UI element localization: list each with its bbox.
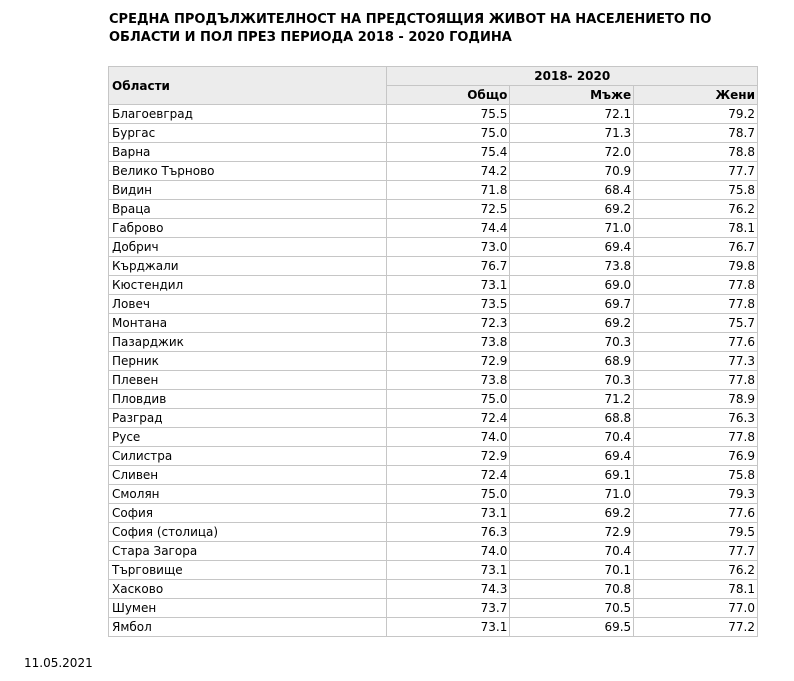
men-cell: 69.4 <box>510 238 634 257</box>
region-cell: Перник <box>109 352 387 371</box>
women-cell: 77.0 <box>634 599 758 618</box>
table-row <box>109 181 758 200</box>
men-cell: 70.3 <box>510 333 634 352</box>
region-cell: Силистра <box>109 447 387 466</box>
women-cell: 75.7 <box>634 314 758 333</box>
women-cell: 76.7 <box>634 238 758 257</box>
region-cell: Враца <box>109 200 387 219</box>
table-row <box>109 143 758 162</box>
total-cell: 73.1 <box>386 504 510 523</box>
table-row <box>109 580 758 599</box>
women-column-header: Жени <box>634 86 758 105</box>
women-cell: 76.2 <box>634 561 758 580</box>
table-row <box>109 295 758 314</box>
table-row <box>109 599 758 618</box>
table-row <box>109 371 758 390</box>
total-cell: 72.9 <box>386 447 510 466</box>
table-row <box>109 542 758 561</box>
total-cell: 75.0 <box>386 390 510 409</box>
table-row <box>109 561 758 580</box>
table-row <box>109 504 758 523</box>
table-row <box>109 200 758 219</box>
region-cell: Разград <box>109 409 387 428</box>
region-cell: Варна <box>109 143 387 162</box>
region-cell: Ямбол <box>109 618 387 637</box>
total-cell: 75.5 <box>386 105 510 124</box>
men-cell: 71.2 <box>510 390 634 409</box>
total-cell: 74.2 <box>386 162 510 181</box>
men-cell: 69.2 <box>510 200 634 219</box>
men-cell: 69.2 <box>510 314 634 333</box>
women-cell: 77.8 <box>634 276 758 295</box>
women-cell: 77.3 <box>634 352 758 371</box>
women-cell: 75.8 <box>634 181 758 200</box>
region-cell: Пловдив <box>109 390 387 409</box>
table-row <box>109 124 758 143</box>
table-row <box>109 352 758 371</box>
men-cell: 68.8 <box>510 409 634 428</box>
women-cell: 76.9 <box>634 447 758 466</box>
region-cell: Бургас <box>109 124 387 143</box>
region-cell: Монтана <box>109 314 387 333</box>
table-row <box>109 390 758 409</box>
men-cell: 70.9 <box>510 162 634 181</box>
women-cell: 79.2 <box>634 105 758 124</box>
region-cell: Кюстендил <box>109 276 387 295</box>
header-row-1 <box>109 67 758 86</box>
women-cell: 77.8 <box>634 371 758 390</box>
region-cell: София (столица) <box>109 523 387 542</box>
men-cell: 70.3 <box>510 371 634 390</box>
men-cell: 72.9 <box>510 523 634 542</box>
total-cell: 72.4 <box>386 466 510 485</box>
men-cell: 70.4 <box>510 542 634 561</box>
total-column-header: Общо <box>386 86 510 105</box>
table-row <box>109 333 758 352</box>
region-column-header: Области <box>109 67 387 105</box>
region-cell: Хасково <box>109 580 387 599</box>
table-row <box>109 447 758 466</box>
table-row <box>109 238 758 257</box>
men-cell: 68.4 <box>510 181 634 200</box>
table-row <box>109 219 758 238</box>
table-row <box>109 466 758 485</box>
total-cell: 72.4 <box>386 409 510 428</box>
men-cell: 69.1 <box>510 466 634 485</box>
page-title <box>109 11 769 47</box>
total-cell: 73.8 <box>386 371 510 390</box>
total-cell: 73.1 <box>386 276 510 295</box>
region-cell: Благоевград <box>109 105 387 124</box>
table-row <box>109 257 758 276</box>
men-cell: 72.0 <box>510 143 634 162</box>
men-cell: 69.4 <box>510 447 634 466</box>
women-cell: 78.1 <box>634 219 758 238</box>
region-cell: Смолян <box>109 485 387 504</box>
men-column-header: Мъже <box>510 86 634 105</box>
men-cell: 70.4 <box>510 428 634 447</box>
women-cell: 77.7 <box>634 162 758 181</box>
region-cell: Плевен <box>109 371 387 390</box>
table-header <box>109 67 758 105</box>
men-cell: 69.5 <box>510 618 634 637</box>
region-cell: Шумен <box>109 599 387 618</box>
table-row <box>109 162 758 181</box>
total-cell: 74.0 <box>386 542 510 561</box>
life-expectancy-table <box>108 66 758 637</box>
total-cell: 73.7 <box>386 599 510 618</box>
total-cell: 75.0 <box>386 485 510 504</box>
men-cell: 71.0 <box>510 485 634 504</box>
region-cell: Сливен <box>109 466 387 485</box>
total-cell: 75.4 <box>386 143 510 162</box>
total-cell: 72.9 <box>386 352 510 371</box>
footer-date: 11.05.2021 <box>24 656 93 670</box>
total-cell: 74.3 <box>386 580 510 599</box>
table-row <box>109 409 758 428</box>
women-cell: 76.2 <box>634 200 758 219</box>
women-cell: 77.6 <box>634 333 758 352</box>
table-row <box>109 618 758 637</box>
total-cell: 75.0 <box>386 124 510 143</box>
total-cell: 73.8 <box>386 333 510 352</box>
men-cell: 69.7 <box>510 295 634 314</box>
region-cell: Русе <box>109 428 387 447</box>
total-cell: 76.3 <box>386 523 510 542</box>
women-cell: 75.8 <box>634 466 758 485</box>
total-cell: 72.3 <box>386 314 510 333</box>
men-cell: 70.1 <box>510 561 634 580</box>
region-cell: Габрово <box>109 219 387 238</box>
table-row <box>109 276 758 295</box>
men-cell: 71.3 <box>510 124 634 143</box>
men-cell: 73.8 <box>510 257 634 276</box>
page-title-line-1: СРЕДНА ПРОДЪЛЖИТЕЛНОСТ НА ПРЕДСТОЯЩИЯ ЖИВОТ НА НАСЕЛЕНИЕТО ПО <box>109 12 712 27</box>
women-cell: 79.8 <box>634 257 758 276</box>
women-cell: 77.2 <box>634 618 758 637</box>
men-cell: 71.0 <box>510 219 634 238</box>
women-cell: 77.8 <box>634 428 758 447</box>
region-cell: Пазарджик <box>109 333 387 352</box>
table-row <box>109 428 758 447</box>
region-cell: Добрич <box>109 238 387 257</box>
total-cell: 73.0 <box>386 238 510 257</box>
region-cell: Стара Загора <box>109 542 387 561</box>
men-cell: 68.9 <box>510 352 634 371</box>
region-cell: Кърджали <box>109 257 387 276</box>
region-cell: Ловеч <box>109 295 387 314</box>
women-cell: 77.7 <box>634 542 758 561</box>
region-cell: София <box>109 504 387 523</box>
men-cell: 70.5 <box>510 599 634 618</box>
table-row <box>109 105 758 124</box>
men-cell: 70.8 <box>510 580 634 599</box>
total-cell: 73.1 <box>386 618 510 637</box>
table-row <box>109 523 758 542</box>
table-row <box>109 314 758 333</box>
total-cell: 73.1 <box>386 561 510 580</box>
women-cell: 78.1 <box>634 580 758 599</box>
table-body <box>109 105 758 637</box>
women-cell: 77.8 <box>634 295 758 314</box>
total-cell: 74.0 <box>386 428 510 447</box>
table-row <box>109 485 758 504</box>
total-cell: 72.5 <box>386 200 510 219</box>
page-title-line-2: ОБЛАСТИ И ПОЛ ПРЕЗ ПЕРИОДА 2018 - 2020 ГОДИНА <box>109 30 512 45</box>
total-cell: 73.5 <box>386 295 510 314</box>
men-cell: 72.1 <box>510 105 634 124</box>
region-cell: Търговище <box>109 561 387 580</box>
men-cell: 69.2 <box>510 504 634 523</box>
women-cell: 77.6 <box>634 504 758 523</box>
total-cell: 74.4 <box>386 219 510 238</box>
women-cell: 76.3 <box>634 409 758 428</box>
women-cell: 78.9 <box>634 390 758 409</box>
period-column-header: 2018- 2020 <box>386 67 758 86</box>
total-cell: 71.8 <box>386 181 510 200</box>
women-cell: 79.3 <box>634 485 758 504</box>
women-cell: 78.8 <box>634 143 758 162</box>
region-cell: Видин <box>109 181 387 200</box>
men-cell: 69.0 <box>510 276 634 295</box>
women-cell: 79.5 <box>634 523 758 542</box>
women-cell: 78.7 <box>634 124 758 143</box>
region-cell: Велико Търново <box>109 162 387 181</box>
total-cell: 76.7 <box>386 257 510 276</box>
